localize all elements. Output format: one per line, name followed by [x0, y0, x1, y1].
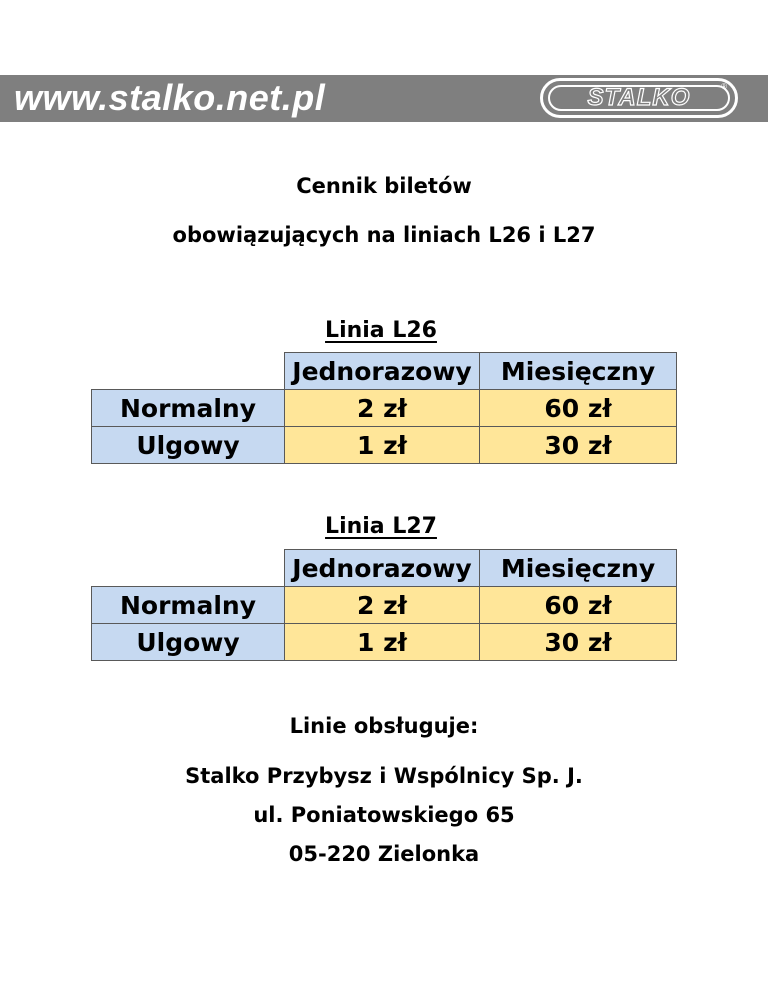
price-cell: 2 zł [285, 390, 480, 427]
table-row [92, 624, 677, 661]
table-header-row [92, 550, 677, 587]
page-subtitle: obowiązujących na liniach L26 i L27 [172, 223, 596, 247]
column-header-single: Jednorazowy [285, 353, 480, 390]
price-cell: 60 zł [480, 587, 677, 624]
price-table-l27 [91, 549, 677, 661]
website-url[interactable]: www.stalko.net.pl [14, 77, 326, 118]
price-cell: 60 zł [480, 390, 677, 427]
logo-inner-frame [548, 85, 730, 111]
operator-city: 05-220 Zielonka [288, 842, 480, 866]
table-row [92, 587, 677, 624]
table-heading-l27: Linia L27 [325, 514, 437, 539]
price-cell: 2 zł [285, 587, 480, 624]
header-banner [0, 75, 768, 122]
row-header-normal: Normalny [92, 587, 285, 624]
price-cell: 1 zł [285, 624, 480, 661]
row-header-reduced: Ulgowy [92, 427, 285, 464]
column-header-single: Jednorazowy [285, 550, 480, 587]
operator-heading: Linie obsługuje: [289, 714, 479, 738]
table-header-row [92, 353, 677, 390]
price-cell: 30 zł [480, 427, 677, 464]
column-header-monthly: Miesięczny [480, 353, 677, 390]
table-row [92, 390, 677, 427]
column-header-monthly: Miesięczny [480, 550, 677, 587]
price-cell: 1 zł [285, 427, 480, 464]
operator-name: Stalko Przybysz i Wspólnicy Sp. J. [185, 764, 583, 788]
empty-corner-cell [92, 353, 285, 390]
empty-corner-cell [92, 550, 285, 587]
stalko-logo [540, 78, 738, 118]
registered-mark: ® [721, 82, 727, 91]
operator-street: ul. Poniatowskiego 65 [253, 803, 515, 827]
table-row [92, 427, 677, 464]
price-cell: 30 zł [480, 624, 677, 661]
price-table-l26 [91, 352, 677, 464]
logo-wordmark: STALKO [587, 84, 691, 111]
row-header-normal: Normalny [92, 390, 285, 427]
row-header-reduced: Ulgowy [92, 624, 285, 661]
page-title: Cennik biletów [296, 174, 472, 198]
table-heading-l26: Linia L26 [325, 318, 437, 343]
